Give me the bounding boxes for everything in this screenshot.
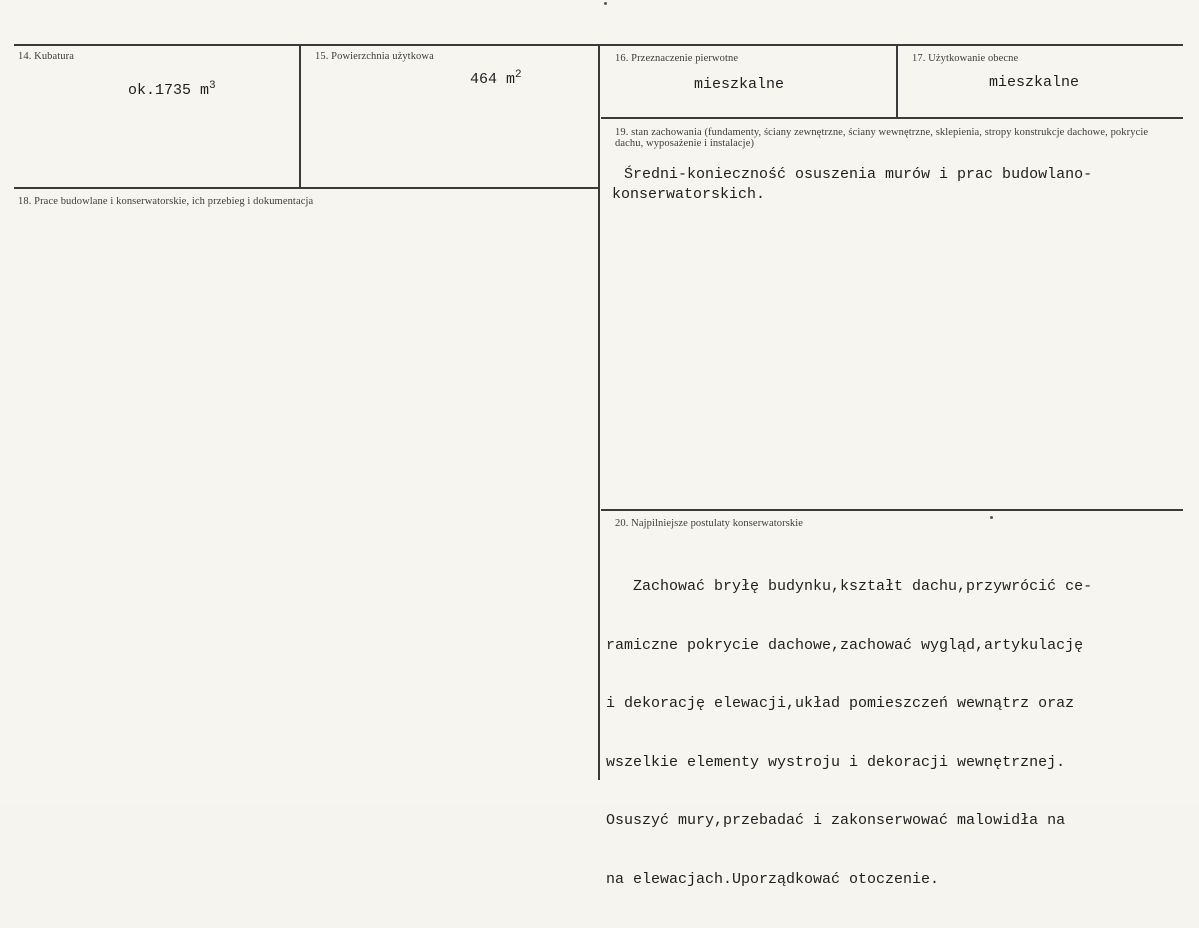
field-19-line: konserwatorskich. (612, 186, 766, 203)
speck (604, 2, 607, 5)
rule-under-14-15 (14, 187, 598, 189)
field-20-label: 20. Najpilniejsze postulaty konserwatorskie (615, 518, 804, 529)
field-19-text-cont (612, 185, 765, 205)
field-20-line: i dekorację elewacji,układ pomieszczeń wewnątrz oraz (606, 695, 1075, 712)
divider-16-17 (896, 44, 898, 118)
field-20-line: Zachować bryłę budynku,kształt dachu,przywrócić ce- (606, 578, 1093, 595)
field-20-text (606, 538, 1092, 928)
field-19-line: Średni-konieczność osuszenia murów i prac budowlano- (624, 166, 1093, 183)
field-20-line: na elewacjach.Uporządkować otoczenie. (606, 870, 940, 888)
field-17-label: 17. Użytkowanie obecne (912, 53, 1019, 64)
field-15-label: 15. Powierzchnia użytkowa (315, 51, 434, 62)
field-17-value: mieszkalne (989, 74, 1080, 91)
field-19-text (624, 165, 1092, 185)
speck (990, 516, 993, 519)
field-16-value: mieszkalne (694, 76, 785, 93)
field-20-line: wszelkie elementy wystroju i dekoracji wewnętrznej. (606, 753, 1066, 771)
field-14-label: 14. Kubatura (18, 51, 75, 62)
field-16-label: 16. Przeznaczenie pierwotne (615, 53, 739, 64)
rule-under-16-17 (601, 117, 1183, 119)
field-15-value: 464 $m^2$ (470, 69, 522, 88)
field-14-value: ok.1735 $m^3$ (128, 80, 216, 99)
divider-14-15 (299, 44, 301, 189)
field-20-line: Osuszyć mury,przebadać i zakonserwować malowidła na (606, 812, 1066, 829)
divider-center (598, 44, 600, 780)
field-18-label: 18. Prace budowlane i konserwatorskie, ich przebieg i dokumentacja (18, 196, 314, 207)
field-20-line: ramiczne pokrycie dachowe,zachować wygląd,artykulację (606, 636, 1084, 654)
field-19-label: 19. stan zachowania (fundamenty, ściany zewnętrzne, ściany wewnętrzne, sklepienia, stropy konstrukcje dachowe, pokrycie dachu, wyposażenie i instalacje) (615, 127, 1149, 149)
rule-above-20 (601, 509, 1183, 511)
